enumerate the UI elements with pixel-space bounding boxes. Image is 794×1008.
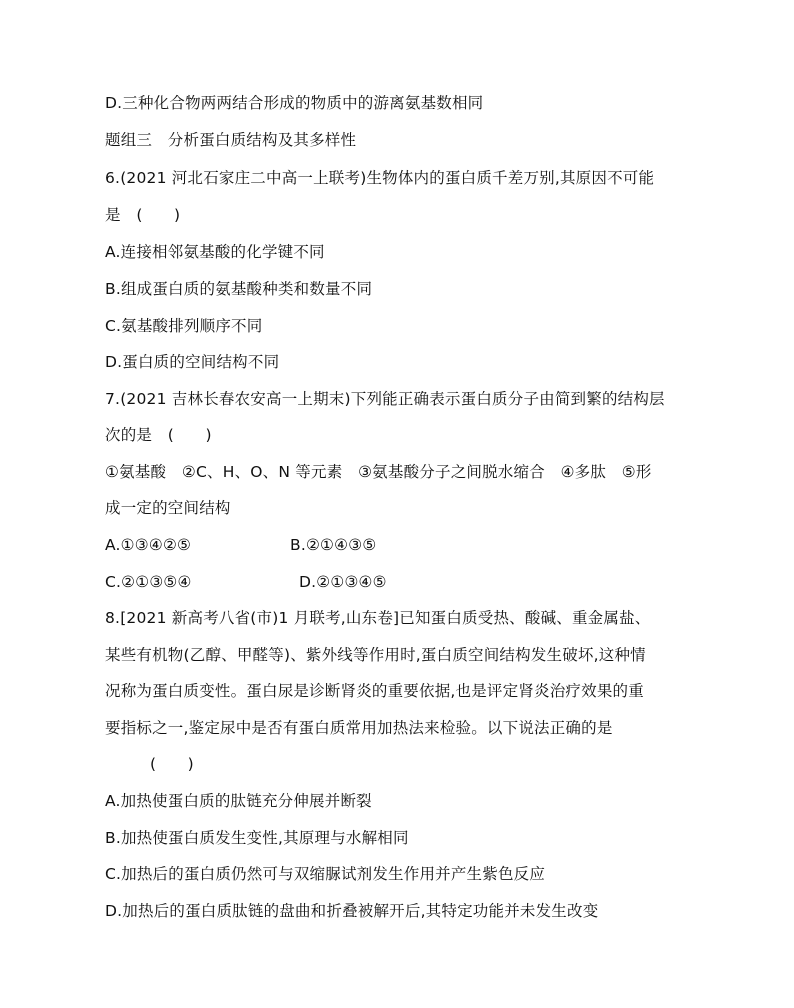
q8-option-a: A.加热使蛋白质的肽链充分伸展并断裂: [105, 792, 372, 810]
q7-option-d: D.②①③④⑤: [299, 573, 387, 591]
q7-option-b: B.②①④③⑤: [290, 536, 377, 554]
q6-option-b: B.组成蛋白质的氨基酸种类和数量不同: [105, 280, 373, 298]
q6-stem-line2: 是 ( ): [105, 206, 181, 224]
q7-items-line1: ①氨基酸 ②C、H、O、N 等元素 ③氨基酸分子之间脱水缩合 ④多肽 ⑤形: [105, 463, 652, 481]
q7-stem-line2: 次的是 ( ): [105, 426, 212, 444]
q7-option-a: A.①③④②⑤: [105, 536, 192, 554]
q6-stem-line1: 6.(2021 河北石家庄二中高一上联考)生物体内的蛋白质千差万别,其原因不可能: [105, 169, 655, 187]
q7-stem-line1: 7.(2021 吉林长春农安高一上期末)下列能正确表示蛋白质分子由简到繁的结构层: [105, 390, 665, 408]
prev-question-option-d: D.三种化合物两两结合形成的物质中的游离氨基数相同: [105, 94, 484, 112]
q8-option-b: B.加热使蛋白质发生变性,其原理与水解相同: [105, 829, 409, 847]
q8-stem-line1: 8.[2021 新高考八省(市)1 月联考,山东卷]已知蛋白质受热、酸碱、重金属盐、: [105, 609, 651, 627]
q6-option-a: A.连接相邻氨基酸的化学键不同: [105, 243, 325, 261]
q6-option-d: D.蛋白质的空间结构不同: [105, 353, 280, 371]
q6-option-c: C.氨基酸排列顺序不同: [105, 317, 263, 335]
group3-heading: 题组三 分析蛋白质结构及其多样性: [105, 131, 357, 149]
q8-answer-bracket: ( ): [150, 755, 194, 773]
q7-option-c: C.②①③⑤④: [105, 573, 192, 591]
q8-stem-line2: 某些有机物(乙醇、甲醛等)、紫外线等作用时,蛋白质空间结构发生破坏,这种情: [105, 646, 646, 664]
q8-stem-line3: 况称为蛋白质变性。蛋白尿是诊断肾炎的重要依据,也是评定肾炎治疗效果的重: [105, 682, 644, 700]
q8-option-d: D.加热后的蛋白质肽链的盘曲和折叠被解开后,其特定功能并未发生改变: [105, 902, 599, 920]
q7-items-line2: 成一定的空间结构: [105, 499, 231, 517]
q8-option-c: C.加热后的蛋白质仍然可与双缩脲试剂发生作用并产生紫色反应: [105, 865, 546, 883]
q8-stem-line4: 要指标之一,鉴定尿中是否有蛋白质常用加热法来检验。以下说法正确的是: [105, 719, 613, 737]
